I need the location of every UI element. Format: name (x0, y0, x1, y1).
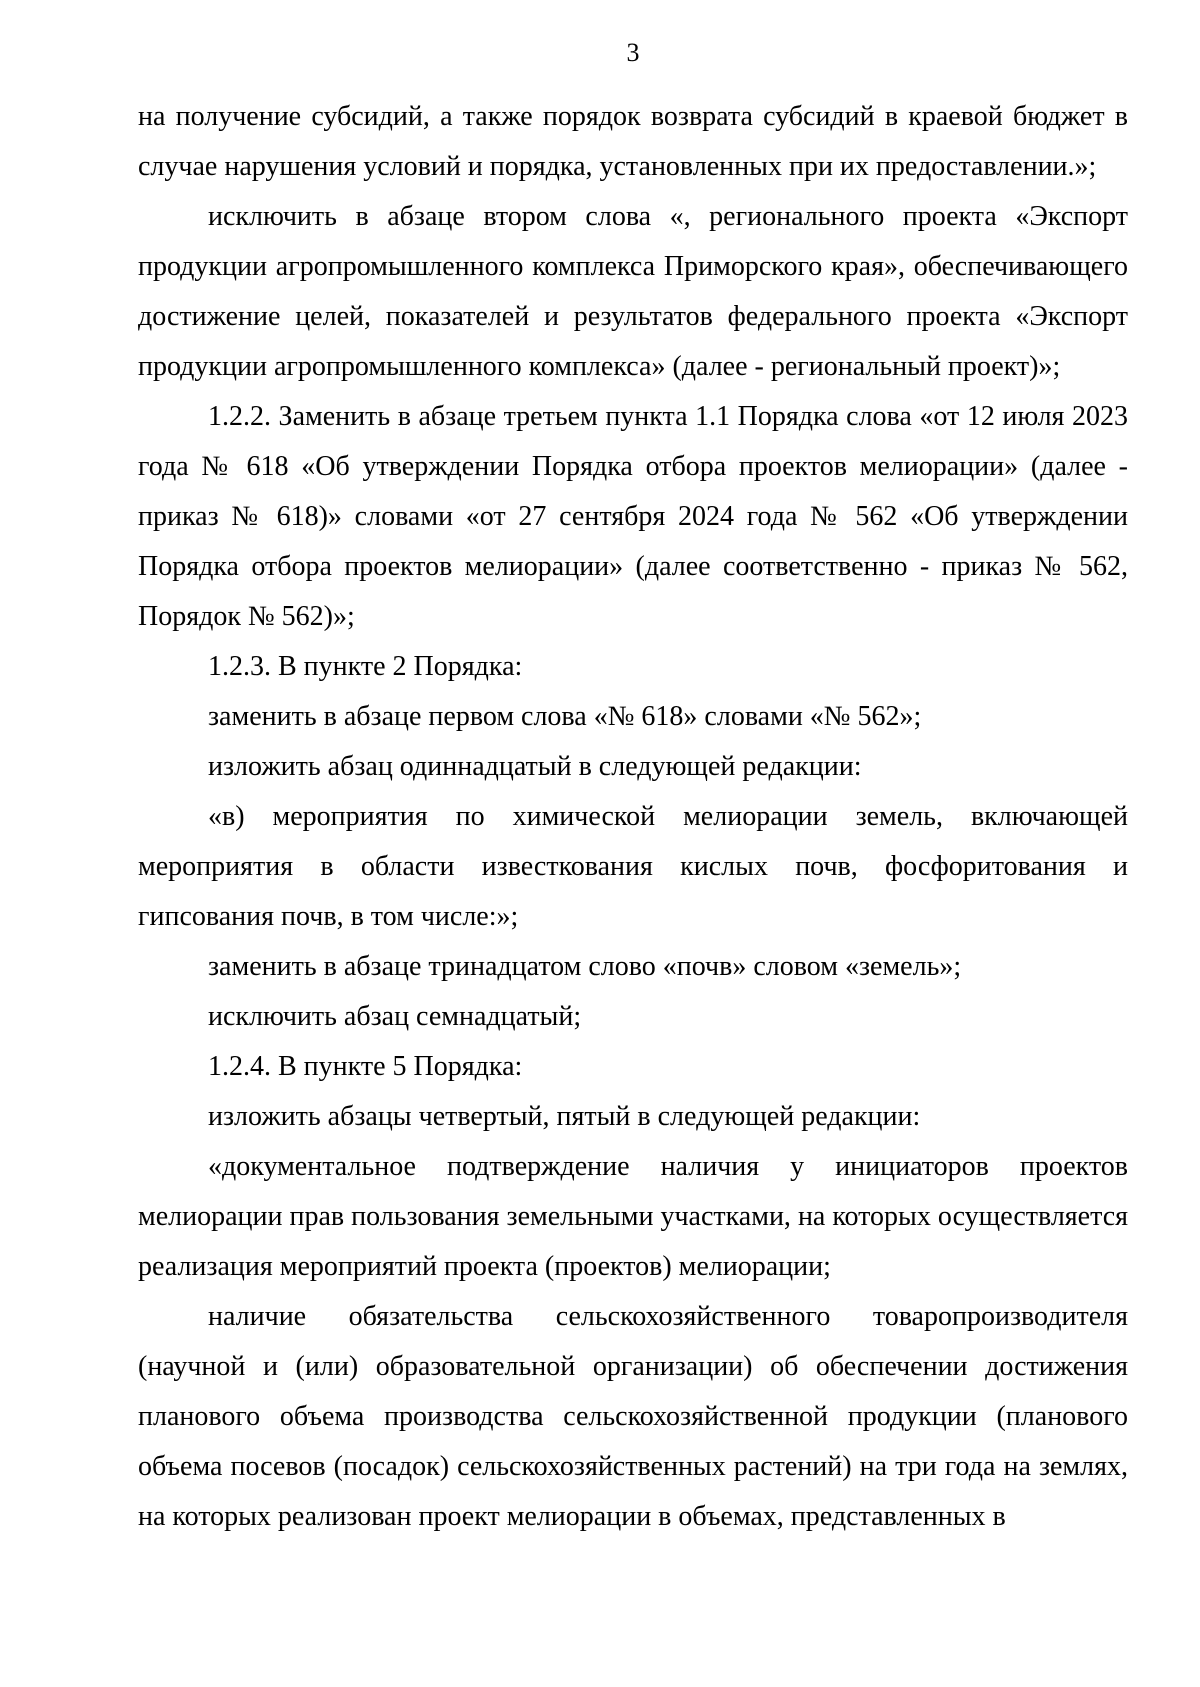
paragraph-set-eleventh: изложить абзац одиннадцатый в следующей редакции: (208, 751, 862, 782)
paragraph-documentary-confirmation: «документальное подтверждение наличия у инициаторов проектов мелиорации прав пользования земельными участками, на которых осуществляется реализация мероприятий проекта (проектов) мелиорации; (138, 1151, 1128, 1282)
paragraph-1-2-4: 1.2.4. В пункте 5 Порядка: (208, 1051, 523, 1082)
document-body (138, 92, 1128, 1542)
paragraph-exclude-words: исключить в абзаце втором слова «, регионального проекта «Экспорт продукции агропромышленного комплекса Приморского края», обеспечивающего достижение целей, показателей и результатов федерального проекта «Экспорт продукции агропромышленного комплекса» (далее - региональный проект)»; (138, 201, 1128, 382)
paragraph-continuation: на получение субсидий, а также порядок возврата субсидий в краевой бюджет в случае нарушения условий и порядка, установленных при их предоставлении.»; (138, 101, 1128, 182)
paragraph-chemical-melioration: «в) мероприятия по химической мелиорации земель, включающей мероприятия в области известкования кислых почв, фосфоритования и гипсования почв, в том числе:»; (138, 801, 1128, 932)
paragraph-replace-words: заменить в абзаце первом слова «№ 618» словами «№ 562»; (208, 701, 922, 732)
paragraph-replace-thirteenth: заменить в абзаце тринадцатом слово «почв» словом «земель»; (208, 951, 962, 982)
paragraph-set-fourth-fifth: изложить абзацы четвертый, пятый в следующей редакции: (208, 1101, 921, 1132)
paragraph-exclude-seventeenth: исключить абзац семнадцатый; (208, 1001, 582, 1032)
paragraph-obligation: наличие обязательства сельскохозяйственного товаропроизводителя (научной и (или) образовательной организации) об обеспечении достижения планового объема производства сельскохозяйственной продукции (планового объема посевов (посадок) сельскохозяйственных растений) на три года на землях, на которых реализован проект мелиорации в объемах, представленных в (138, 1301, 1128, 1532)
paragraph-1-2-3: 1.2.3. В пункте 2 Порядка: (208, 651, 523, 682)
paragraph-1-2-2: 1.2.2. Заменить в абзаце третьем пункта 1.1 Порядка слова «от 12 июля 2023 года № 618 «Об утверждении Порядка отбора проектов мелиорации» (далее - приказ № 618)» словами «от 27 сентября 2024 года № 562 «Об утверждении Порядка отбора проектов мелиорации» (далее соответственно - приказ № 562, Порядок № 562)»; (138, 401, 1128, 632)
page-number: 3 (626, 38, 640, 67)
